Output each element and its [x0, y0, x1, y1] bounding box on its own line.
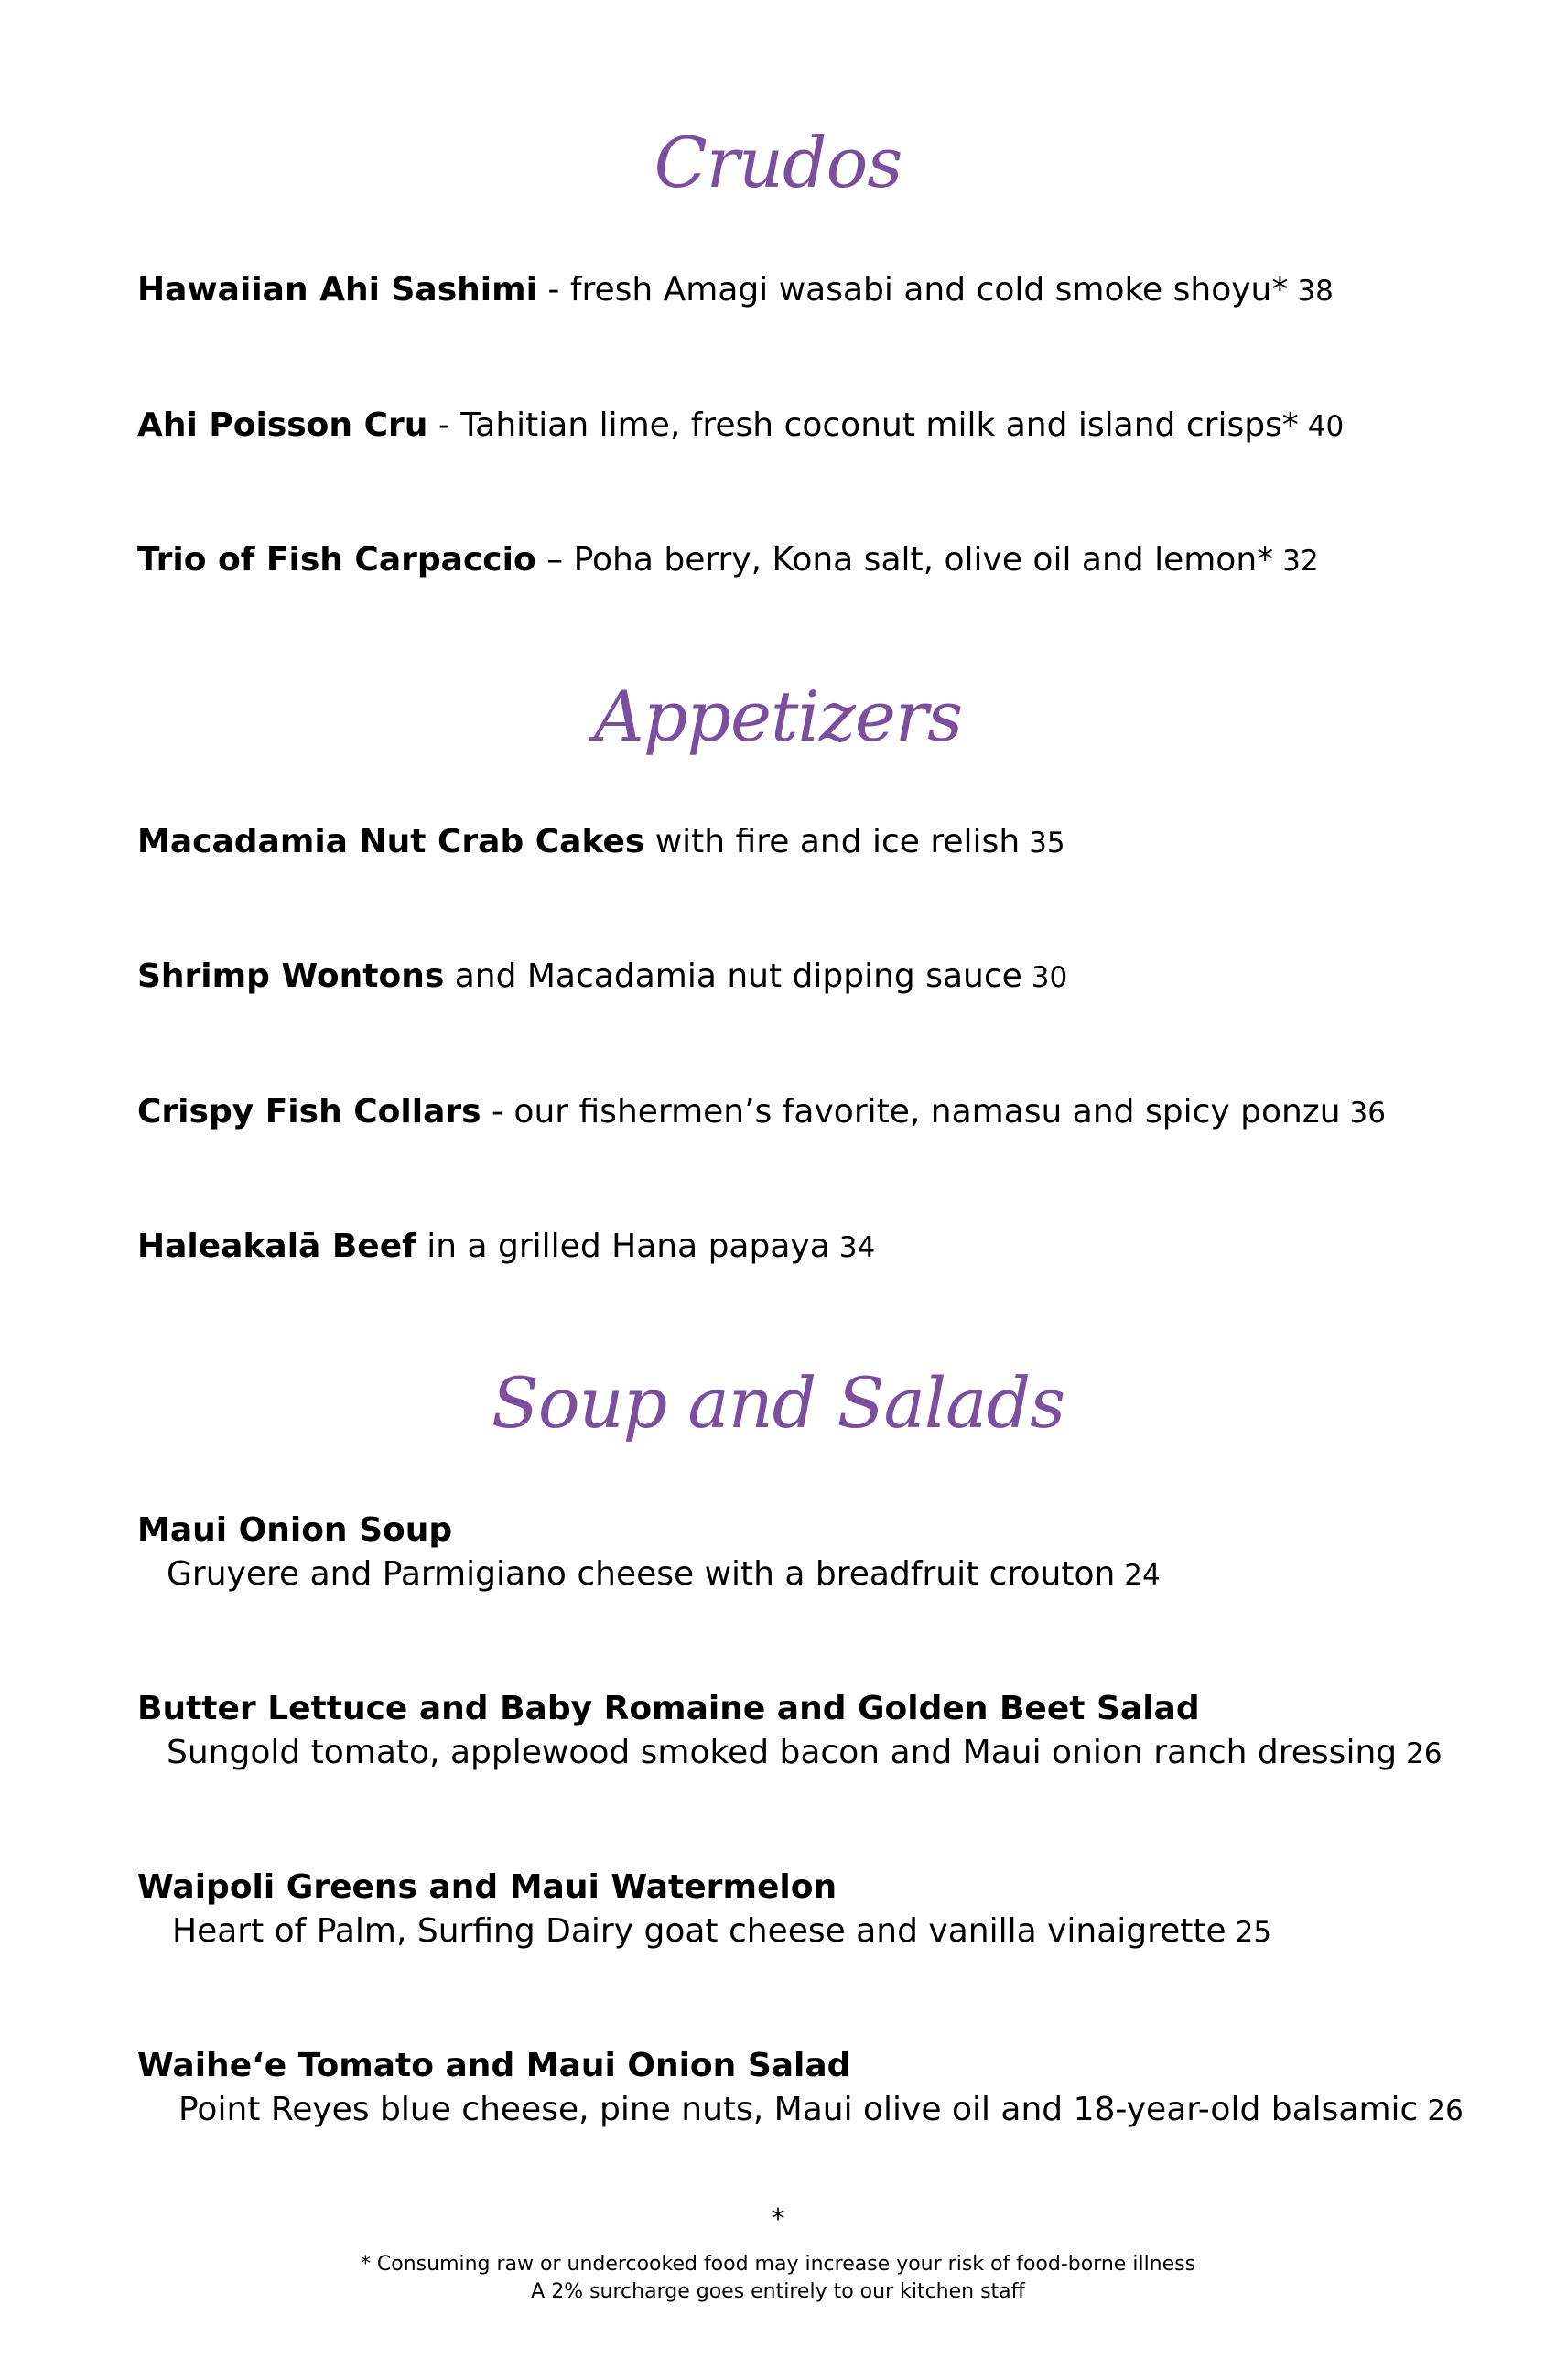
item-name: Waihe‘e Tomato and Maui Onion Salad: [137, 2047, 851, 2084]
item-price: 40: [1307, 410, 1345, 443]
item-description-line: [167, 1733, 1443, 1772]
item-price: 38: [1297, 275, 1334, 308]
item-price: 34: [838, 1231, 876, 1264]
item-description: in a grilled Hana papaya: [416, 1228, 830, 1265]
item-price: 35: [1029, 827, 1065, 860]
item-description: - fresh Amagi wasabi and cold smoke shoyu*: [536, 271, 1289, 308]
item-price: 32: [1282, 545, 1319, 578]
item-name: Shrimp Wontons: [137, 957, 445, 995]
item-name: Macadamia Nut Crab Cakes: [137, 823, 645, 860]
item-price: 30: [1031, 961, 1068, 994]
item-description: Heart of Palm, Surfing Dairy goat cheese and vanilla vinaigrette: [172, 1912, 1226, 1950]
item-name: Haleakalā Beef: [137, 1228, 416, 1265]
menu-item: [137, 540, 1437, 579]
menu-item: [137, 822, 1437, 861]
item-price: 26: [1406, 1737, 1443, 1770]
item-description-line: [172, 1911, 1271, 1951]
item-description: – Poha berry, Kona salt, olive oil and lemon*: [535, 541, 1274, 579]
section-title-soup-and-salads: Soup and Salads: [491, 1362, 1065, 1444]
item-name: Maui Onion Soup: [137, 1511, 453, 1549]
item-name: Butter Lettuce and Baby Romaine and Golden Beet Salad: [137, 1690, 1200, 1727]
item-description: - our fishermen’s favorite, namasu and spicy ponzu: [481, 1093, 1341, 1130]
menu-item: [137, 1227, 1437, 1266]
item-name: Waipoli Greens and Maui Watermelon: [137, 1868, 837, 1906]
item-description: with fire and ice relish: [644, 823, 1021, 860]
item-description-line: [178, 2090, 1464, 2129]
item-description-line: [167, 1554, 1161, 1594]
item-price: 26: [1427, 2094, 1464, 2127]
item-description: Point Reyes blue cheese, pine nuts, Maui olive oil and 18-year-old balsamic: [178, 2091, 1419, 2128]
item-name: Hawaiian Ahi Sashimi: [137, 271, 537, 308]
item-price: 24: [1124, 1559, 1161, 1592]
item-name: Trio of Fish Carpaccio: [137, 541, 536, 579]
item-price: 36: [1349, 1097, 1386, 1130]
item-description: Gruyere and Parmigiano cheese with a breadfruit crouton: [167, 1555, 1116, 1593]
section-title-crudos: Crudos: [654, 122, 902, 203]
item-price: 25: [1235, 1916, 1272, 1949]
footnote-raw-food-warning: * Consuming raw or undercooked food may increase your risk of food-borne illness: [360, 2253, 1196, 2276]
item-name: Ahi Poisson Cru: [137, 406, 428, 444]
footnote-asterisk: *: [771, 2203, 785, 2235]
item-description: and Macadamia nut dipping sauce: [444, 957, 1022, 995]
section-title-appetizers: Appetizers: [593, 676, 963, 757]
menu-item: [137, 957, 1437, 996]
item-description: - Tahitian lime, fresh coconut milk and island crisps*: [427, 406, 1299, 444]
item-description: Sungold tomato, applewood smoked bacon and Maui onion ranch dressing: [167, 1734, 1398, 1771]
footnote-surcharge: A 2% surcharge goes entirely to our kitchen staff: [531, 2280, 1025, 2303]
menu-item: [137, 406, 1437, 445]
menu-item: [137, 270, 1437, 309]
menu-item: [137, 1092, 1437, 1131]
item-name: Crispy Fish Collars: [137, 1093, 481, 1130]
